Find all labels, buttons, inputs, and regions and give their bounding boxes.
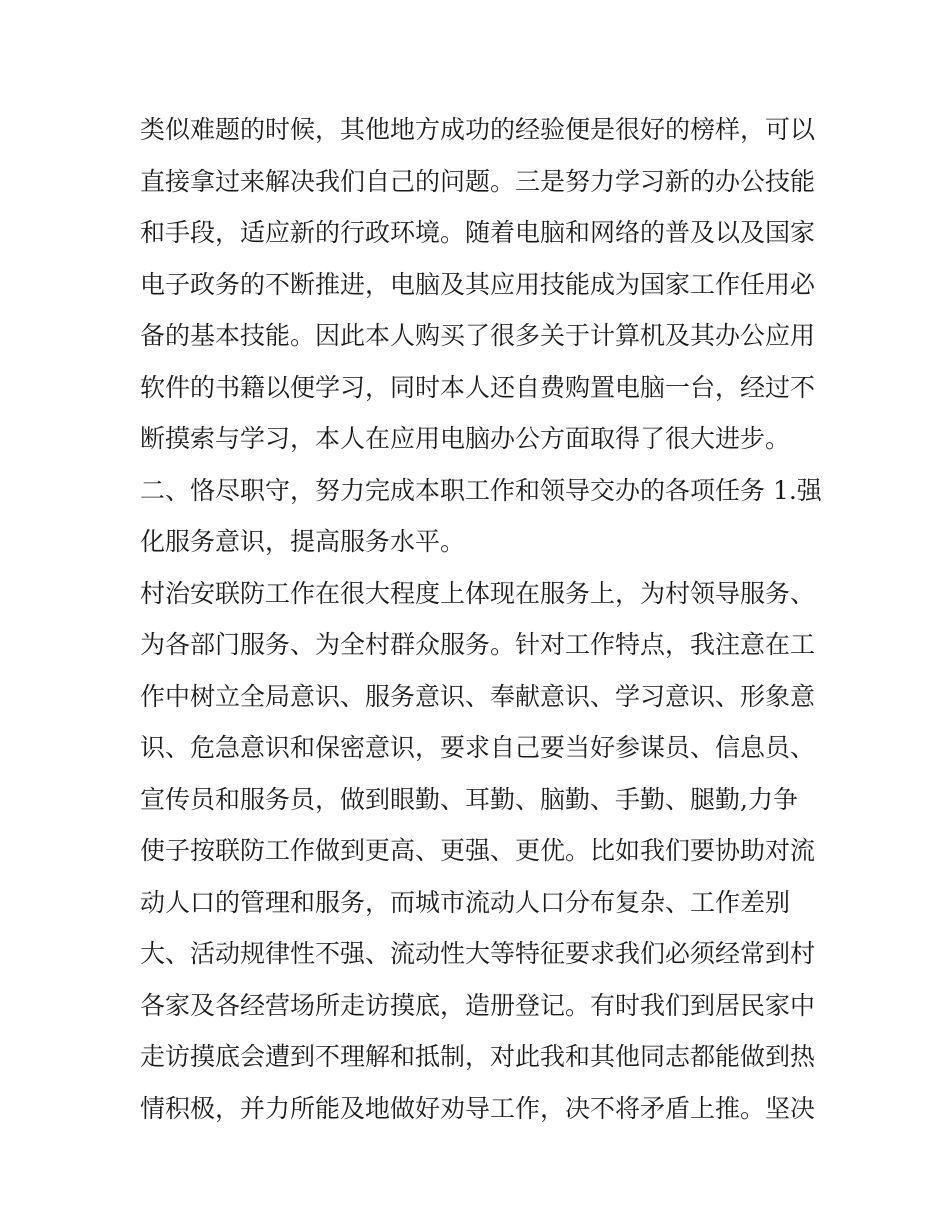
- body-text: [140, 104, 830, 1134]
- text-line-16: 动人口的管理和服务，而城市流动人口分布复杂、工作差别: [140, 887, 791, 917]
- text-line-3: 和手段，适应新的行政环境。随着电脑和网络的普及以及国家: [140, 218, 816, 247]
- text-line-11: 为各部门服务、为全村群众服务。针对工作特点，我注意在工: [140, 630, 816, 659]
- section-heading-line-2: 化服务意识，提高服务水平。: [140, 527, 466, 556]
- text-line-2: 直接拿过来解决我们自己的问题。三是努力学习新的办公技能: [140, 166, 816, 196]
- section-heading-line-1: 二、恪尽职守，努力完成本职工作和领导交办的各项任务 1.强: [140, 475, 822, 505]
- text-line-12: 作中树立全局意识、服务意识、奉献意识、学习意识、形象意: [140, 681, 816, 711]
- text-line-19: 走访摸底会遭到不理解和抵制，对此我和其他同志都能做到热: [140, 1042, 816, 1071]
- text-line-14: 宣传员和服务员，做到眼勤、耳勤、脑勤、手勤、腿勤,力争: [140, 784, 798, 814]
- text-line-4: 电子政务的不断推进，电脑及其应用技能成为国家工作任用必: [140, 269, 816, 299]
- text-line-20: 情积极，并力所能及地做好劝导工作，决不将矛盾上推。坚决: [140, 1093, 816, 1123]
- text-line-18: 各家及各经营场所走访摸底，造册登记。有时我们到居民家中: [140, 990, 816, 1020]
- text-line-6: 软件的书籍以便学习，同时本人还自费购置电脑一台，经过不: [140, 372, 816, 402]
- text-line-5: 备的基本技能。因此本人购买了很多关于计算机及其办公应用: [140, 321, 816, 350]
- text-line-13: 识、危急意识和保密意识，要求自己要当好参谋员、信息员、: [140, 733, 816, 762]
- text-line-7: 断摸索与学习，本人在应用电脑办公方面取得了很大进步。: [140, 424, 791, 453]
- text-line-17: 大、活动规律性不强、流动性大等特征要求我们必须经常到村: [140, 939, 816, 968]
- text-line-10: 村治安联防工作在很大程度上体现在服务上，为村领导服务、: [140, 578, 816, 608]
- text-line-1: 类似难题的时候，其他地方成功的经验便是很好的榜样，可以: [140, 115, 816, 144]
- text-line-15: 使子按联防工作做到更高、更强、更优。比如我们要协助对流: [140, 836, 816, 865]
